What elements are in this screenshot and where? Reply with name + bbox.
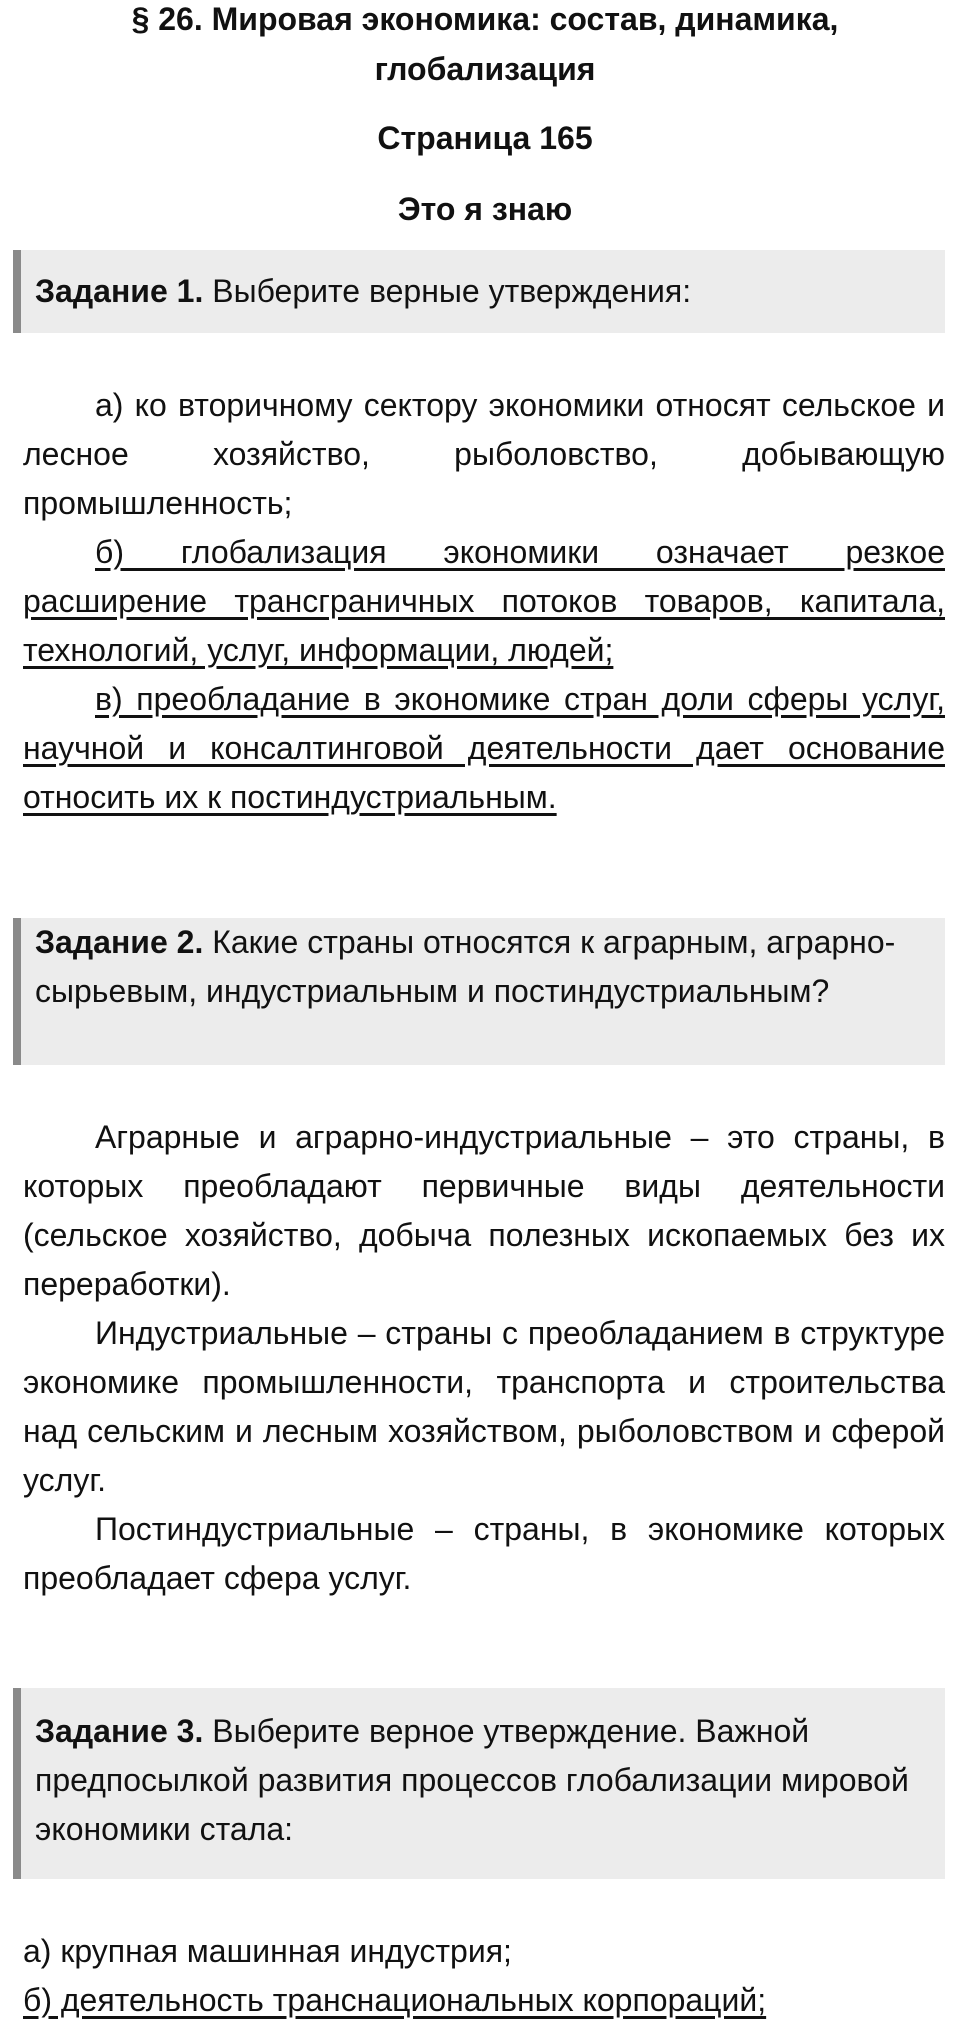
task-3-option-a: а) крупная машинная индустрия; (23, 1933, 512, 1969)
task-3-question: Выберите верное утверждение. Важной предпосылкой развития процессов глобализации мировой экономики стала: (35, 1713, 909, 1847)
task-3-options (23, 1927, 945, 2025)
task-3-label: Задание 3. (35, 1713, 204, 1749)
task-1-option-b: б) глобализация экономики означает резкое расширение трансграничных потоков товаров, капитала, технологий, услуг, информации, людей; (23, 534, 945, 668)
task-1-option-c: в) преобладание в экономике стран доли сферы услуг, научной и консалтинговой деятельности дает основание относить их к постиндустриальным. (23, 681, 945, 815)
page-number-heading: Страница 165 (377, 120, 593, 156)
task-2-question: Какие страны относятся к аграрным, аграрно-сырьевым, индустриальным и постиндустриальным? (35, 924, 896, 1009)
task-3-box (13, 1688, 945, 1879)
task-2-answer-postindustrial: Постиндустриальные – страны, в экономике которых преобладает сфера услуг. (23, 1511, 945, 1596)
task-1-question: Выберите верные утверждения: (212, 273, 692, 309)
section-heading: Это я знаю (397, 191, 573, 227)
task-1-option-a: а) ко вторичному сектору экономики относят сельское и лесное хозяйство, рыболовство, добывающую промышленность; (23, 387, 945, 521)
task-2-answer-industrial: Индустриальные – страны с преобладанием в структуре экономике промышленности, транспорта и строительства над сельским и лесным хозяйством, рыболовством и сферой услуг. (23, 1315, 945, 1498)
task-1-label: Задание 1. (35, 273, 204, 309)
chapter-title-line1: § 26. Мировая экономика: состав, динамика, (131, 1, 839, 37)
chapter-title-line2: глобализация (374, 51, 596, 87)
task-1-options (23, 381, 945, 822)
task-1-box (13, 250, 945, 333)
task-2-answers (23, 1113, 945, 1603)
task-3-option-b: б) деятельность транснациональных корпораций; (23, 1982, 767, 2018)
task-2-box (13, 918, 945, 1065)
task-2-label: Задание 2. (35, 924, 204, 960)
task-2-answer-agrarian: Аграрные и аграрно-индустриальные – это страны, в которых преобладают первичные виды деятельности (сельское хозяйство, добыча полезных ископаемых без их переработки). (23, 1119, 945, 1302)
